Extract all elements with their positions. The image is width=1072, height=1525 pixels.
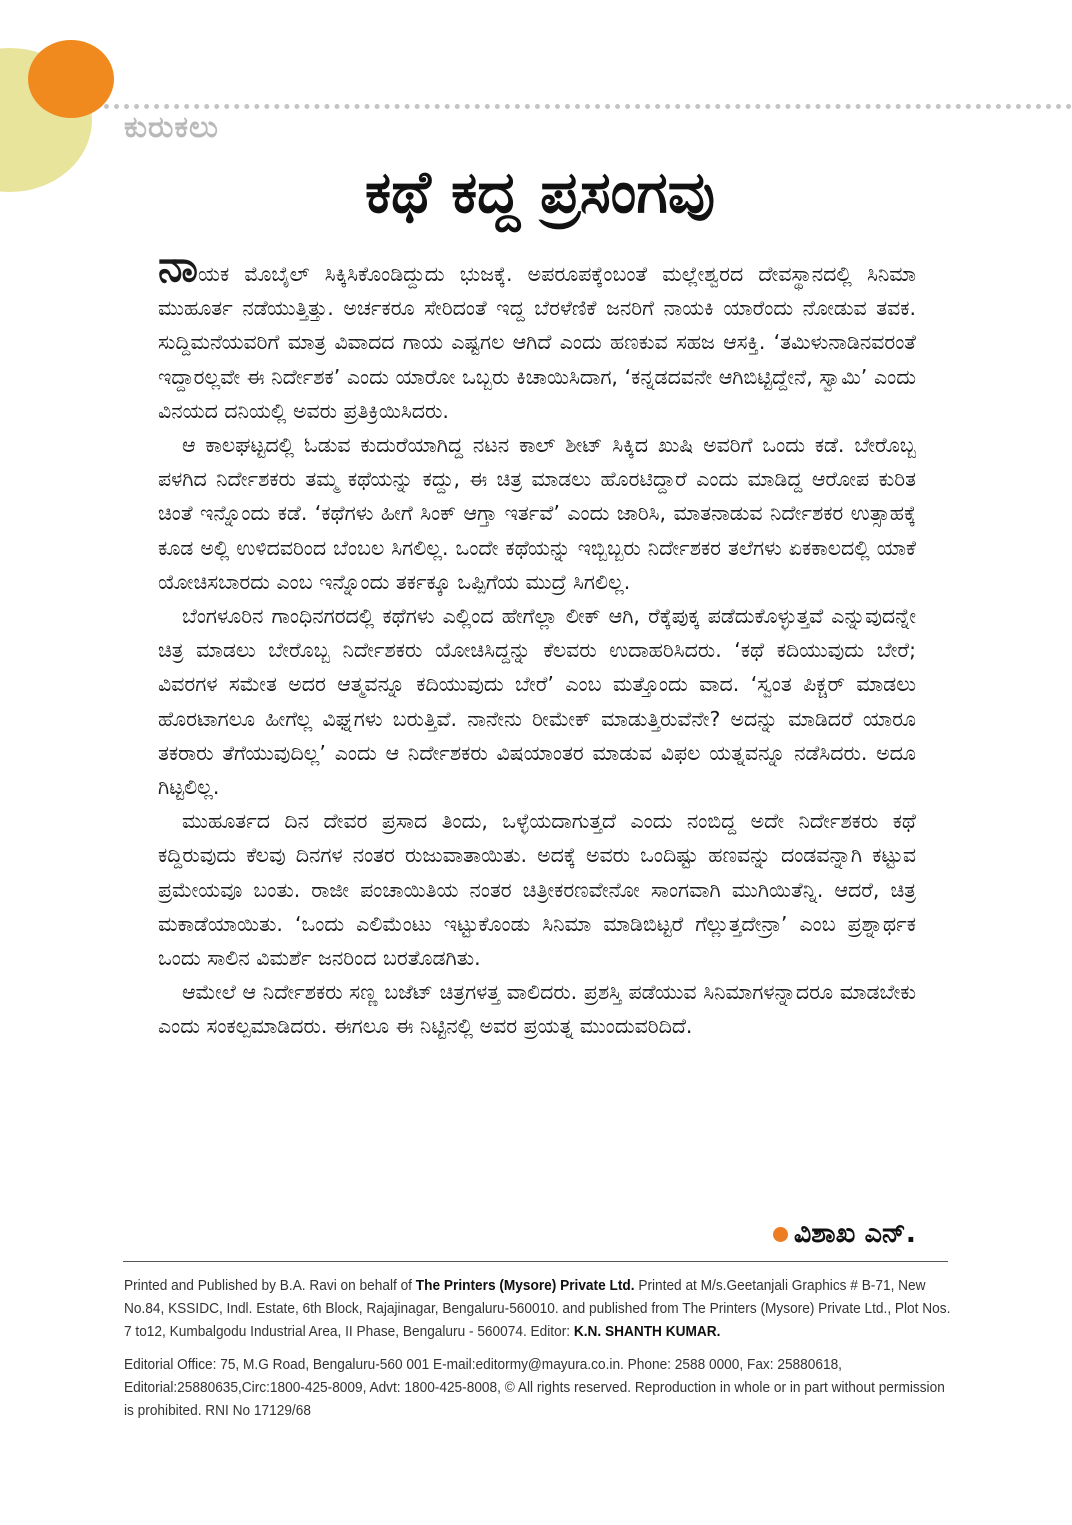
footer-rule	[123, 1261, 948, 1262]
imprint-text: Printed and Published by B.A. Ravi on behalf of	[124, 1277, 416, 1294]
drop-cap: ನಾ	[158, 241, 198, 292]
article-paragraph: ಆ ಕಾಲಘಟ್ಟದಲ್ಲಿ ಓಡುವ ಕುದುರೆಯಾಗಿದ್ದ ನಟನ ಕಾಲ್ ಶೀಟ್ ಸಿಕ್ಕಿದ ಖುಷಿ ಅವರಿಗೆ ಒಂದು ಕಡೆ. ಬೇರೊಬ್ಬ ಪಳಗಿದ ನಿರ್ದೇಶಕರು ತಮ್ಮ ಕಥೆಯನ್ನು ಕದ್ದು, ಈ ಚಿತ್ರ ಮಾಡಲು ಹೊರಟಿದ್ದಾರೆ ಎಂದು ಮಾಡಿದ್ದ ಆರೋಪ ಕುರಿತ ಚಿಂತೆ ಇನ್ನೊಂದು ಕಡೆ. ‘ಕಥೆಗಳು ಹೀಗೆ ಸಿಂಕ್ ಆಗ್ತಾ ಇರ್ತವೆ’ ಎಂದು ಜಾರಿಸಿ, ಮಾತನಾಡುವ ನಿರ್ದೇಶಕರ ಉತ್ಸಾಹಕ್ಕೆ ಕೂಡ ಅಲ್ಲಿ ಉಳಿದವರಿಂದ ಬೆಂಬಲ ಸಿಗಲಿಲ್ಲ. ಒಂದೇ ಕಥೆಯನ್ನು ಇಬ್ಬಿಬ್ಬರು ನಿರ್ದೇಶಕರ ತಲೆಗಳು ಏಕಕಾಲದಲ್ಲಿ ಯಾಕೆ ಯೋಚಿಸಬಾರದು ಎಂಬ ಇನ್ನೊಂದು ತರ್ಕಕ್ಕೂ ಒಪ್ಪಿಗೆಯ ಮುದ್ರೆ ಸಿಗಲಿಲ್ಲ.	[158, 433, 916, 594]
imprint	[124, 1274, 952, 1432]
byline	[773, 1218, 916, 1250]
paragraph-text: ಯಕ ಮೊಬೈಲ್ ಸಿಕ್ಕಿಸಿಕೊಂಡಿದ್ದುದು ಭುಜಕ್ಕೆ. ಅಪರೂಪಕ್ಕೆಂಬಂತೆ ಮಲ್ಲೇಶ್ವರದ ದೇವಸ್ಥಾನದಲ್ಲಿ ಸಿನಿಮಾ ಮುಹೂರ್ತ ನಡೆಯುತ್ತಿತ್ತು. ಅರ್ಚಕರೂ ಸೇರಿದಂತೆ ಇದ್ದ ಬೆರಳೆಣಿಕೆ ಜನರಿಗೆ ನಾಯಕಿ ಯಾರೆಂದು ನೋಡುವ ತವಕ. ಸುದ್ದಿಮನೆಯವರಿಗೆ ಮಾತ್ರ ವಿವಾದದ ಗಾಯ ಎಷ್ಟಗಲ ಆಗಿದೆ ಎಂದು ಹಣಕುವ ಸಹಜ ಆಸಕ್ತಿ. ‘ತಮಿಳುನಾಡಿನವರಂತೆ ಇದ್ದಾರಲ್ಲವೇ ಈ ನಿರ್ದೇಶಕ’ ಎಂದು ಯಾರೋ ಒಬ್ಬರು ಕಿಚಾಯಿಸಿದಾಗ, ‘ಕನ್ನಡದವನೇ ಆಗಿಬಿಟ್ಟಿದ್ದೇನೆ, ಸ್ವಾಮಿ’ ಎಂದು ವಿನಯದ ದನಿಯಲ್ಲಿ ಅವರು ಪ್ರತಿಕ್ರಿಯಿಸಿದರು.	[158, 262, 916, 423]
decorative-orange-circle	[28, 40, 114, 118]
article-paragraph: ಆಮೇಲೆ ಆ ನಿರ್ದೇಶಕರು ಸಣ್ಣ ಬಜೆಟ್ ಚಿತ್ರಗಳತ್ತ ವಾಲಿದರು. ಪ್ರಶಸ್ತಿ ಪಡೆಯುವ ಸಿನಿಮಾಗಳನ್ನಾದರೂ ಮಾಡಬೇಕು ಎಂದು ಸಂಕಲ್ಪಮಾಡಿದರು. ಈಗಲೂ ಈ ನಿಟ್ಟಿನಲ್ಲಿ ಅವರ ಪ್ರಯತ್ನ ಮುಂದುವರಿದಿದೆ.	[158, 980, 916, 1039]
imprint-publisher	[124, 1274, 952, 1343]
section-label: ಕುರುಕಲು	[124, 110, 219, 145]
article-paragraph	[158, 241, 916, 428]
imprint-text: Printed at M/s.Geetanjali Graphics # B-71, New No.84, KSSIDC, Indl. Estate, 6th Block, Rajajinagar, Bengaluru-560010. and published from The Printers (Mysore) Private Ltd., Plot Nos. 7 to12, Kumbalgodu Industrial Area, II Phase, Bengaluru - 560074. Editor:	[124, 1277, 951, 1340]
article-paragraph: ಮುಹೂರ್ತದ ದಿನ ದೇವರ ಪ್ರಸಾದ ತಿಂದು, ಒಳ್ಳೆಯದಾಗುತ್ತದೆ ಎಂದು ನಂಬಿದ್ದ ಅದೇ ನಿರ್ದೇಶಕರು ಕಥೆ ಕದ್ದಿರುವುದು ಕೆಲವು ದಿನಗಳ ನಂತರ ರುಜುವಾತಾಯಿತು. ಅದಕ್ಕೆ ಅವರು ಒಂದಿಷ್ಟು ಹಣವನ್ನು ದಂಡವನ್ನಾಗಿ ಕಟ್ಟುವ ಪ್ರಮೇಯವೂ ಬಂತು. ರಾಜೀ ಪಂಚಾಯಿತಿಯ ನಂತರ ಚಿತ್ರೀಕರಣವೇನೋ ಸಾಂಗವಾಗಿ ಮುಗಿಯಿತೆನ್ನಿ. ಆದರೆ, ಚಿತ್ರ ಮಕಾಡೆಯಾಯಿತು. ‘ಒಂದು ಎಲಿಮೆಂಟು ಇಟ್ಟುಕೊಂಡು ಸಿನಿಮಾ ಮಾಡಿಬಿಟ್ಟರೆ ಗೆಲ್ಲುತ್ತದೇನ್ರಾ’ ಎಂಬ ಪ್ರಶ್ನಾರ್ಥಕ ಒಂದು ಸಾಲಿನ ವಿಮರ್ಶೆ ಜನರಿಂದ ಬರತೊಡಗಿತು.	[158, 809, 916, 971]
publisher-name: The Printers (Mysore) Private Ltd.	[415, 1277, 635, 1294]
article-paragraph: ಬೆಂಗಳೂರಿನ ಗಾಂಧಿನಗರದಲ್ಲಿ ಕಥೆಗಳು ಎಲ್ಲಿಂದ ಹೇಗೆಲ್ಲಾ ಲೀಕ್ ಆಗಿ, ರೆಕ್ಕೆಪುಕ್ಕ ಪಡೆದುಕೊಳ್ಳುತ್ತವೆ ಎನ್ನುವುದನ್ನೇ ಚಿತ್ರ ಮಾಡಲು ಬೇರೊಬ್ಬ ನಿರ್ದೇಶಕರು ಯೋಚಿಸಿದ್ದನ್ನು ಕೆಲವರು ಉದಾಹರಿಸಿದರು. ‘ಕಥೆ ಕದಿಯುವುದು ಬೇರೆ; ವಿವರಗಳ ಸಮೇತ ಅದರ ಆತ್ಮವನ್ನೂ ಕದಿಯುವುದು ಬೇರೆ’ ಎಂಬ ಮತ್ತೊಂದು ವಾದ. ‘ಸ್ವಂತ ಪಿಕ್ಚರ್ ಮಾಡಲು ಹೊರಟಾಗಲೂ ಹೀಗೆಲ್ಲ ವಿಘ್ನಗಳು ಬರುತ್ತಿವೆ. ನಾನೇನು ರೀಮೇಕ್ ಮಾಡುತ್ತಿರುವೆನೇ? ಅದನ್ನು ಮಾಡಿದರೆ ಯಾರೂ ತಕರಾರು ತೆಗೆಯುವುದಿಲ್ಲ’ ಎಂದು ಆ ನಿರ್ದೇಶಕರು ವಿಷಯಾಂತರ ಮಾಡುವ ವಿಫಲ ಯತ್ನವನ್ನೂ ನಡೆಸಿದರು. ಅದೂ ಗಿಟ್ಟಲಿಲ್ಲ.	[158, 604, 916, 800]
author-name: ವಿಶಾಖ ಎನ್.	[793, 1218, 916, 1249]
article-body	[158, 241, 916, 1044]
dotted-divider	[104, 104, 1072, 109]
editor-name: K.N. SHANTH KUMAR.	[573, 1323, 721, 1340]
article-title: ಕಥೆ ಕದ್ದ ಪ್ರಸಂಗವು	[365, 158, 715, 226]
bullet-icon	[773, 1227, 788, 1242]
imprint-office: Editorial Office: 75, M.G Road, Bengaluru-560 001 E-mail:editormy@mayura.co.in. Phone: 2588 0000, Fax: 25880618, Editorial:25880635,Circ:1800-425-8009, Advt: 1800-425-8008, © All rights reserved. Reproduction in whole or in part without permission is prohibited. RNI No 17129/68	[124, 1356, 945, 1419]
